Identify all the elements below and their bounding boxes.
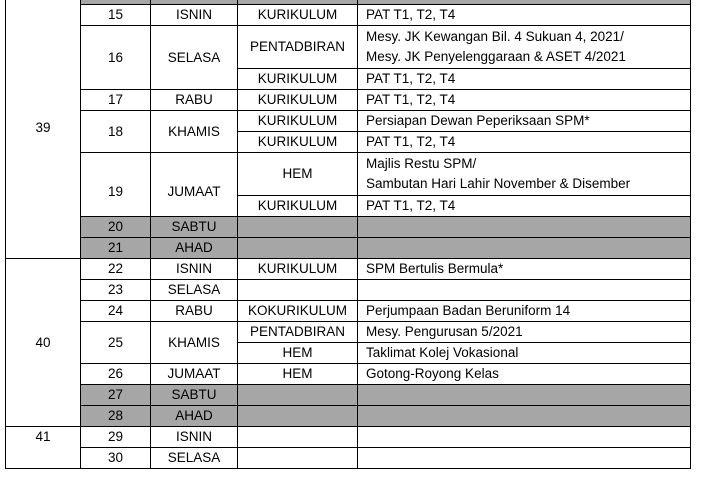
week-cell: 39 [6,0,81,259]
date-cell: 22 [81,259,151,280]
unit-cell [238,448,358,469]
date-cell: 20 [81,217,151,238]
date-cell: 19 [81,153,151,217]
day-cell: SELASA [151,280,238,301]
day-cell: SELASA [151,26,238,90]
unit-cell: KURIKULUM [238,69,358,90]
date-cell: 28 [81,406,151,427]
unit-cell: HEM [238,153,358,196]
table-row [6,364,691,385]
date-cell: 27 [81,385,151,406]
activity-cell: PAT T1, T2, T4 [358,90,691,111]
activity-cell [358,406,691,427]
activity-cell: SPM Bertulis Bermula* [358,259,691,280]
activity-cell: Persiapan Dewan Peperiksaan SPM* [358,111,691,132]
unit-cell: KOKURIKULUM [238,301,358,322]
activity-cell [358,280,691,301]
activity-line: Mesy. JK Kewangan Bil. 4 Sukuan 4, 2021/ [366,29,624,44]
unit-cell: HEM [238,364,358,385]
date-cell: 29 [81,427,151,448]
date-cell: 18 [81,111,151,153]
unit-cell [238,217,358,238]
activity-line: Mesy. JK Penyelenggaraan & ASET 4/2021 [366,49,626,64]
unit-cell: PENTADBIRAN [238,26,358,69]
day-cell: ISNIN [151,427,238,448]
day-cell: SABTU [151,217,238,238]
table-row [6,217,691,238]
day-cell: JUMAAT [151,153,238,217]
unit-cell [238,427,358,448]
activity-cell: Taklimat Kolej Vokasional [358,343,691,364]
activity-cell: PAT T1, T2, T4 [358,132,691,153]
date-cell: 23 [81,280,151,301]
table-row [6,238,691,259]
day-cell: KHAMIS [151,111,238,153]
unit-cell: KURIKULUM [238,259,358,280]
date-cell: 17 [81,90,151,111]
day-cell: KHAMIS [151,322,238,364]
day-cell: SELASA [151,448,238,469]
table-row [6,427,691,448]
activity-cell: PAT T1, T2, T4 [358,69,691,90]
unit-cell: KURIKULUM [238,111,358,132]
day-cell: JUMAAT [151,364,238,385]
activity-cell: Mesy. Pengurusan 5/2021 [358,322,691,343]
activity-cell [358,427,691,448]
table-row [6,385,691,406]
unit-cell: KURIKULUM [238,196,358,217]
unit-cell: KURIKULUM [238,5,358,26]
unit-cell: PENTADBIRAN [238,322,358,343]
table-row [6,259,691,280]
day-cell: SABTU [151,385,238,406]
day-cell: RABU [151,90,238,111]
table-row [6,26,691,69]
unit-cell: HEM [238,343,358,364]
activity-cell [358,385,691,406]
day-cell: AHAD [151,406,238,427]
unit-cell [238,238,358,259]
activity-cell: PAT T1, T2, T4 [358,196,691,217]
unit-cell [238,385,358,406]
activity-cell: Gotong-Royong Kelas [358,364,691,385]
unit-cell [238,406,358,427]
date-cell: 21 [81,238,151,259]
table-row [6,280,691,301]
table-row [6,5,691,26]
day-cell: ISNIN [151,5,238,26]
unit-cell [238,280,358,301]
activity-line: Majlis Restu SPM/ [366,156,477,171]
table-row [6,322,691,343]
unit-cell: KURIKULUM [238,132,358,153]
date-cell: 15 [81,5,151,26]
table-row [6,111,691,132]
date-cell: 30 [81,448,151,469]
activity-cell [358,448,691,469]
date-cell: 25 [81,322,151,364]
activity-cell [358,26,691,69]
activity-cell [358,238,691,259]
week-cell: 40 [6,259,81,427]
activity-cell [358,217,691,238]
table-row [6,406,691,427]
table-row [6,90,691,111]
date-cell: 26 [81,364,151,385]
day-cell: ISNIN [151,259,238,280]
unit-cell: KURIKULUM [238,90,358,111]
day-cell: RABU [151,301,238,322]
activity-cell [358,153,691,196]
activity-cell: Perjumpaan Badan Beruniform 14 [358,301,691,322]
table-row [6,301,691,322]
table-row [6,448,691,469]
activity-line: Sambutan Hari Lahir November & Disember [366,176,631,191]
date-cell: 16 [81,26,151,90]
day-cell: AHAD [151,238,238,259]
date-cell: 24 [81,301,151,322]
activity-cell: PAT T1, T2, T4 [358,5,691,26]
table-row [6,153,691,196]
week-cell: 41 [6,427,81,469]
schedule-table [5,0,691,469]
